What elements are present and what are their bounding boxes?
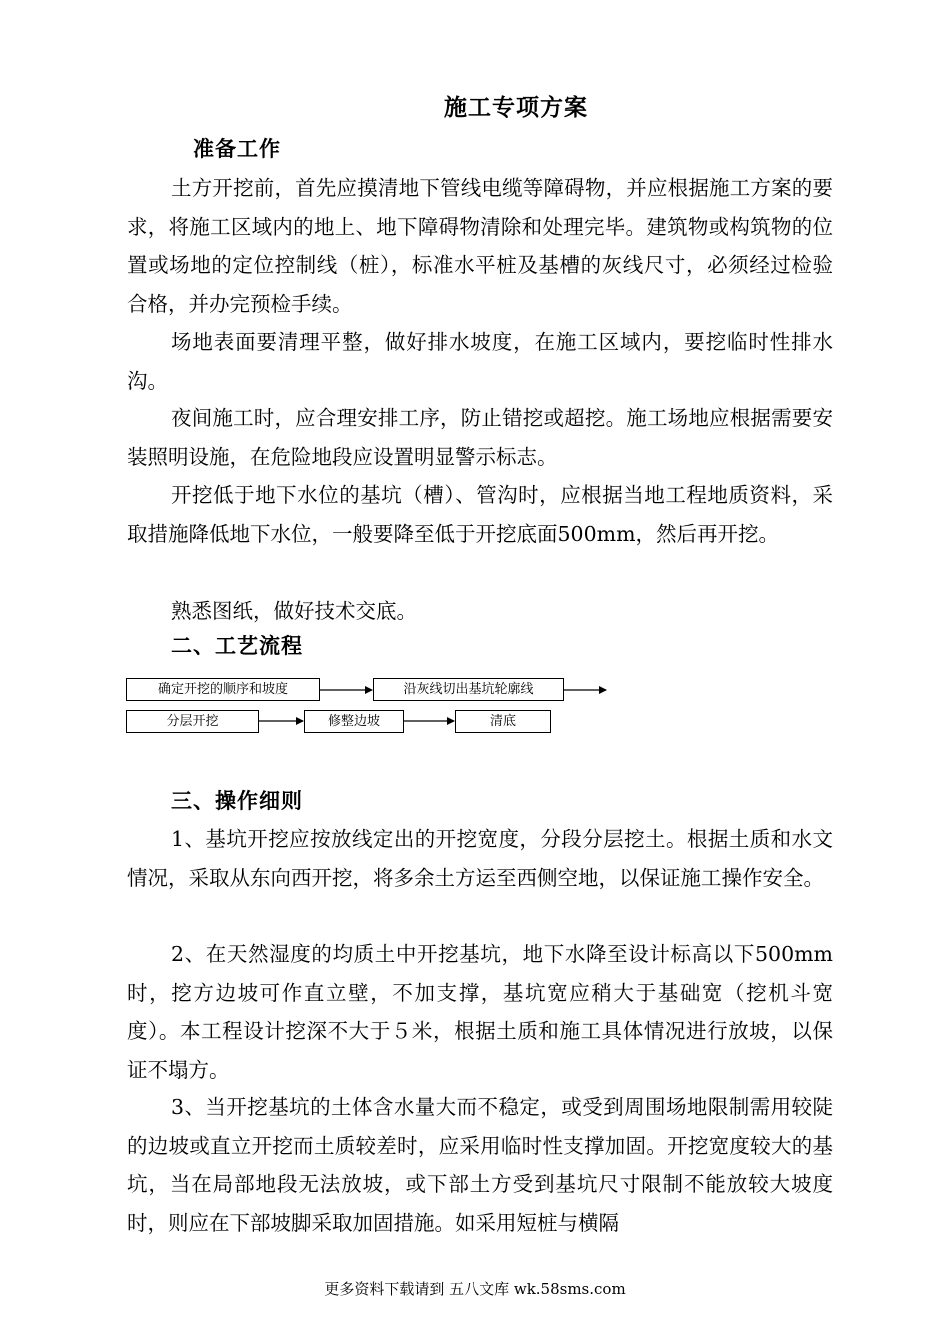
section-heading-prep: 准备工作 bbox=[193, 137, 281, 161]
flow-step-layered-excavation: 分层开挖 bbox=[126, 710, 259, 733]
document-title: 施工专项方案 bbox=[444, 95, 588, 121]
paragraph-prep-5: 熟悉图纸，做好技术交底。 bbox=[171, 599, 417, 623]
paragraph-prep-3: 夜间施工时，应合理安排工序，防止错挖或超挖。施工场地应根据需要安装照明设施，在危险地段应设置明显警示标志。 bbox=[127, 406, 833, 469]
page-footer: 更多资料下载请到 五八文库 wk.58sms.com bbox=[324, 1280, 626, 1298]
section-heading-details: 三、操作细则 bbox=[171, 789, 303, 813]
paragraph-details-2: 2、在天然湿度的均质土中开挖基坑，地下水降至设计标高以下500mm时，挖方边坡可作直立壁，不加支撑，基坑宽应稍大于基础宽（挖机斗宽度）。本工程设计挖深不大于５米，根据土质和施工具体情况进行放坡，以保证不塌方。 bbox=[127, 942, 833, 1082]
flow-step-trim-slope: 修整边坡 bbox=[304, 710, 404, 733]
paragraph-prep-1: 土方开挖前，首先应摸清地下管线电缆等障碍物，并应根据施工方案的要求，将施工区域内的地上、地下障碍物清除和处理完毕。建筑物或构筑物的位置或场地的定位控制线（桩），标准水平桩及基槽的灰线尺寸，必须经过检验合格，并办完预检手续。 bbox=[127, 176, 833, 316]
paragraph-prep-2: 场地表面要清理平整，做好排水坡度，在施工区域内，要挖临时性排水沟。 bbox=[127, 330, 833, 393]
paragraph-details-1: 1、基坑开挖应按放线定出的开挖宽度，分段分层挖土。根据土质和水文情况，采取从东向西开挖，将多余土方运至西侧空地，以保证施工操作安全。 bbox=[127, 827, 833, 890]
section-heading-process: 二、工艺流程 bbox=[171, 634, 303, 658]
paragraph-prep-4: 开挖低于地下水位的基坑（槽）、管沟时，应根据当地工程地质资料，采取措施降低地下水位，一般要降至低于开挖底面500mm，然后再开挖。 bbox=[127, 483, 833, 546]
flow-step-clear-bottom: 清底 bbox=[455, 710, 551, 733]
paragraph-details-3: 3、当开挖基坑的土体含水量大而不稳定，或受到周围场地限制需用较陡的边坡或直立开挖而土质较差时，应采用临时性支撑加固。开挖宽度较大的基坑，当在局部地段无法放坡，或下部土方受到基坑尺寸限制不能放较大坡度时，则应在下部坡脚采取加固措施。如采用短桩与横隔 bbox=[127, 1095, 833, 1235]
flow-step-sequence: 确定开挖的顺序和坡度 bbox=[126, 678, 320, 701]
flow-step-outline: 沿灰线切出基坑轮廓线 bbox=[373, 678, 564, 701]
